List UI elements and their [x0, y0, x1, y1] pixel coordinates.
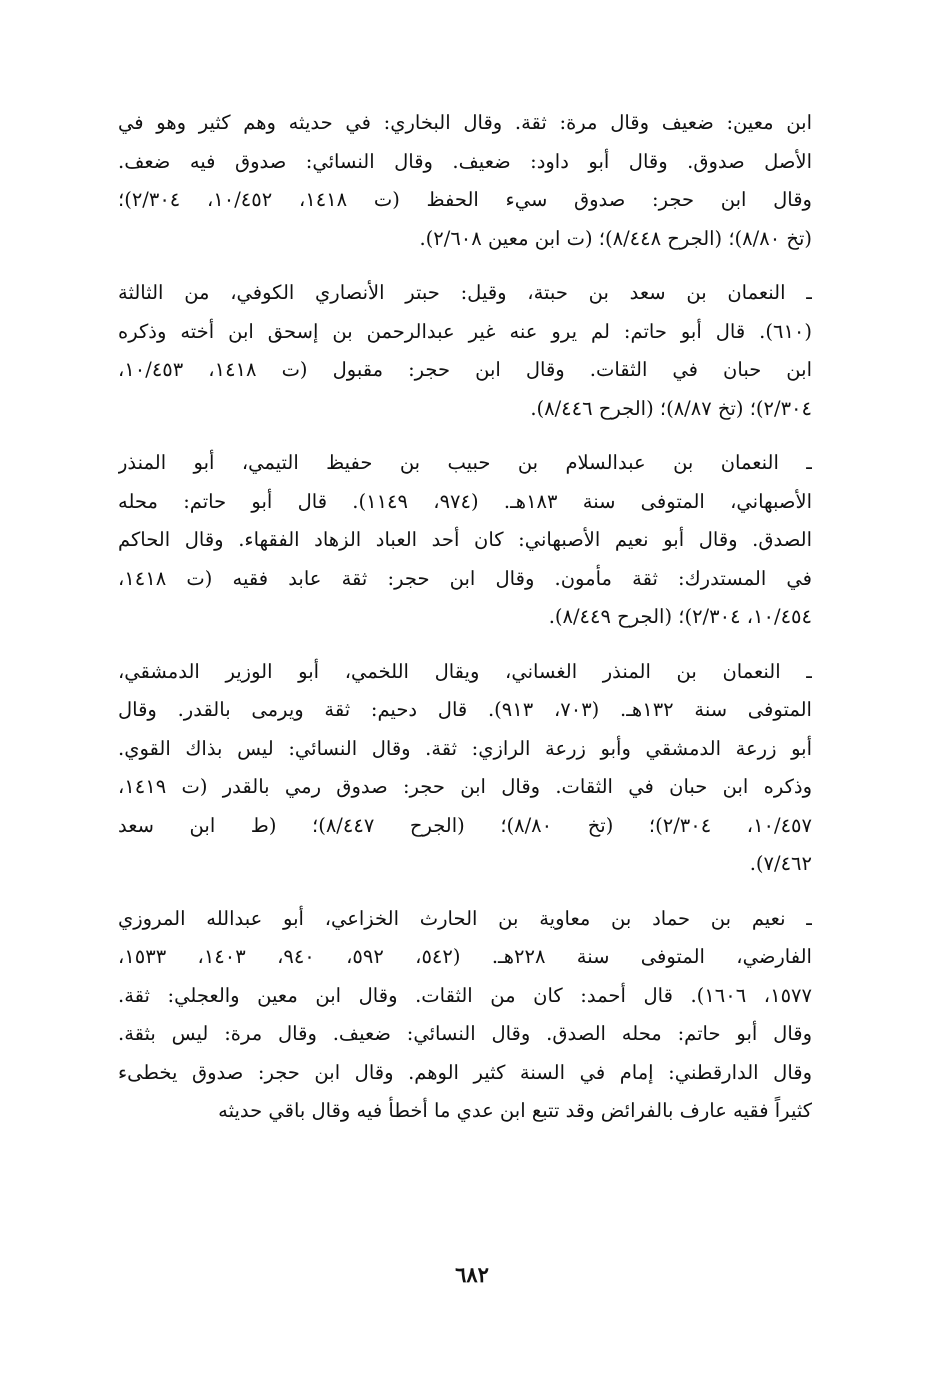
- text-line: الأصبهاني، المتوفى سنة ١٨٣هـ. (٩٧٤، ١١٤٩). قال أبو حاتم: محله: [118, 489, 812, 513]
- entry-paragraph: [118, 444, 812, 637]
- text-line: ١٠/٤٥٤، ٢/٣٠٤)؛ (الجرح ٨/٤٤٩).: [548, 605, 812, 628]
- text-line: المتوفى سنة ١٣٢هـ. (٧٠٣، ٩١٣). قال دحيم: ثقة ويرمى بالقدر. وقال: [118, 698, 812, 721]
- text-line: ـ النعمان بن عبدالسلام بن حبيب بن حفيظ التيمي، أبو المنذر: [118, 451, 812, 474]
- text-line: ـ النعمان بن سعد بن حبتة، وقيل: حبتر الأنصاري الكوفي، من الثالثة: [118, 281, 812, 304]
- page-number: ٦٨٢: [455, 1262, 489, 1287]
- entry-paragraph: [118, 104, 812, 258]
- text-line: ابن حبان في الثقات. وقال ابن حجر: مقبول (ت ١٤١٨، ١٠/٤٥٣،: [118, 358, 812, 381]
- text-line: (٦١٠). قال أبو حاتم: لم يرو عنه غير عبدالرحمن بن إسحق ابن أخته وذكره: [118, 319, 812, 343]
- text-line: ٢/٣٠٤)؛ (تخ ٨/٨٧)؛ (الجرح ٨/٤٤٦).: [530, 396, 812, 420]
- entry-paragraph: [118, 900, 812, 1131]
- text-line: ـ نعيم بن حماد بن معاوية بن الحارث الخزاعي، أبو عبدالله المروزي: [118, 906, 812, 930]
- text-line: وقال الدارقطني: إمام في السنة كثير الوهم. وقال ابن حجر: صدوق يخطىء: [118, 1060, 812, 1084]
- entry-paragraph: [118, 653, 812, 884]
- text-line: الصدق. وقال أبو نعيم الأصبهاني: كان أحد العباد الزهاد الفقهاء. وقال الحاكم: [118, 528, 812, 551]
- text-line: الأصل صدوق. وقال أبو داود: ضعيف. وقال النسائي: صدوق فيه ضعف.: [118, 149, 812, 173]
- text-line: كثيراً فقيه عارف بالفرائض وقد تتبع ابن عدي ما أخطأ فيه وقال باقي حديثه: [218, 1099, 812, 1122]
- text-line: وقال أبو حاتم: محله الصدق. وقال النسائي: ضعيف. وقال مرة: ليس بثقة.: [118, 1022, 812, 1045]
- text-line: ١٥٧٧، ١٦٠٦). قال أحمد: كان من الثقات. وقال ابن معين والعجلي: ثقة.: [118, 983, 812, 1007]
- text-line: (تخ ٨/٨٠)؛ (الجرح ٨/٤٤٨)؛ (ت ابن معين ٢/٦٠٨).: [419, 226, 812, 250]
- entry-paragraph: [118, 274, 812, 428]
- text-line: ٧/٤٦٢).: [749, 852, 812, 875]
- text-line: ١٠/٤٥٧، ٢/٣٠٤)؛ (تخ ٨/٨٠)؛ (الجرح ٨/٤٤٧)؛ (ط ابن سعد: [118, 813, 812, 837]
- text-line: وقال ابن حجر: صدوق سيء الحفظ (ت ١٤١٨، ١٠/٤٥٢، ٢/٣٠٤)؛: [118, 188, 812, 211]
- body-text: [118, 104, 812, 1147]
- text-line: في المستدرك: ثقة مأمون. وقال ابن حجر: ثقة عابد فقيه (ت ١٤١٨،: [118, 566, 812, 590]
- text-line: وذكره ابن حبان في الثقات. وقال ابن حجر: صدوق رمي بالقدر (ت ١٤١٩،: [118, 775, 812, 798]
- text-line: الفارضي، المتوفى سنة ٢٢٨هـ. (٥٤٢، ٥٩٢، ٩٤٠، ١٤٠٣، ١٥٣٣،: [118, 945, 812, 968]
- text-line: أبو زرعة الدمشقي وأبو زرعة الرازي: ثقة. وقال النسائي: ليس بذاك القوي.: [118, 736, 812, 760]
- text-line: ابن معين: ضعيف وقال مرة: ثقة. وقال البخاري: في حديثه وهم كثير وهو في: [118, 111, 812, 134]
- text-line: ـ النعمان بن المنذر الغساني، ويقال اللخمي، أبو الوزير الدمشقي،: [118, 659, 812, 683]
